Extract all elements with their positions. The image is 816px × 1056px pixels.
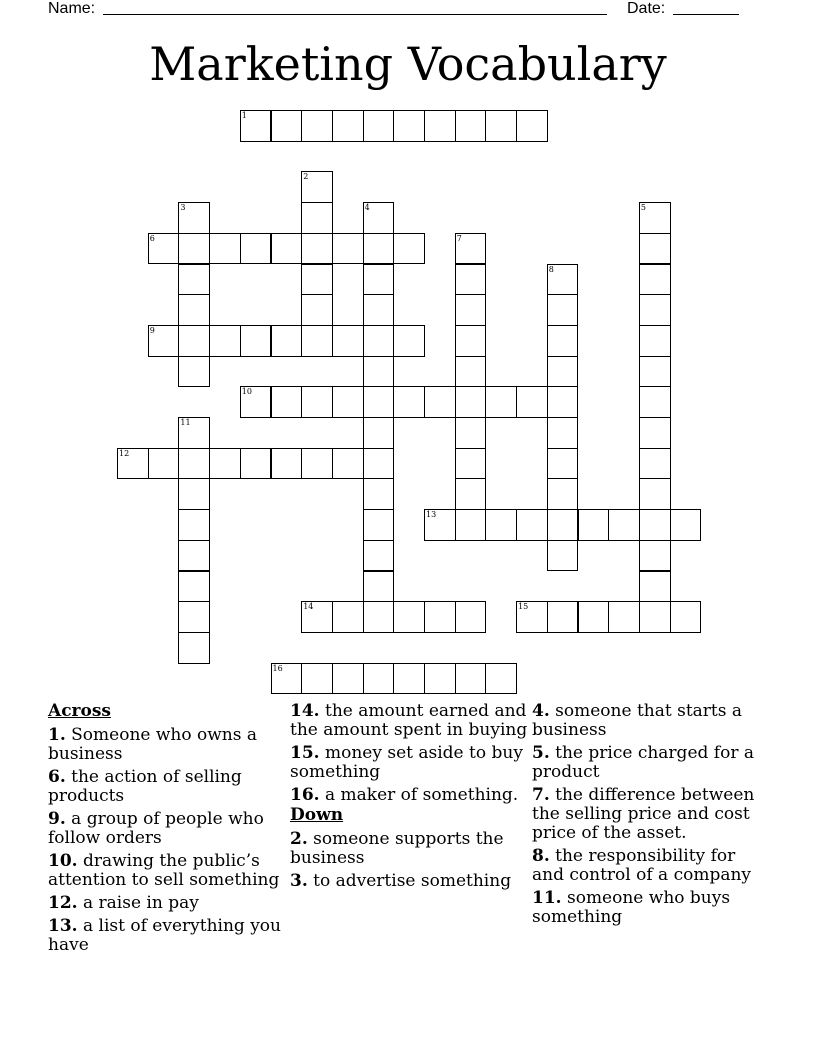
grid-cell[interactable]: [301, 171, 333, 203]
clue-number: 15.: [290, 743, 320, 763]
clue-item: [532, 786, 772, 843]
clue-text: the amount earned and the amount spent in buying: [290, 701, 528, 740]
grid-cell[interactable]: [516, 509, 548, 541]
clue-item: [532, 702, 772, 740]
clue-item: [532, 889, 772, 927]
clue-item: [48, 726, 288, 764]
header: [48, 0, 748, 20]
grid-cell[interactable]: [363, 509, 395, 541]
clue-item: [290, 830, 530, 868]
grid-cell[interactable]: [363, 448, 395, 480]
grid-cell[interactable]: [240, 386, 272, 418]
grid-cell[interactable]: [455, 601, 487, 633]
grid-cell[interactable]: [240, 325, 272, 357]
grid-cell[interactable]: [455, 509, 487, 541]
grid-cell[interactable]: [332, 663, 364, 695]
clue-number-label: 2: [303, 172, 309, 182]
grid-cell[interactable]: [393, 601, 425, 633]
clue-number-label: 10: [241, 387, 252, 397]
clue-item: [48, 852, 288, 890]
grid-cell[interactable]: [301, 110, 333, 142]
grid-cell[interactable]: [271, 325, 303, 357]
clue-number: 12.: [48, 893, 78, 913]
clue-number: 1.: [48, 725, 66, 745]
grid-cell[interactable]: [117, 448, 149, 480]
grid-cell[interactable]: [639, 601, 671, 633]
clue-number-label: 9: [149, 325, 155, 335]
across-heading: Across: [48, 701, 111, 721]
grid-cell[interactable]: [363, 294, 395, 326]
grid-cell[interactable]: [271, 233, 303, 265]
clue-text: drawing the public’s attention to sell something: [48, 851, 280, 890]
clue-number-label: 5: [640, 203, 646, 213]
grid-cell[interactable]: [209, 448, 241, 480]
clue-number: 8.: [532, 846, 550, 866]
grid-cell[interactable]: [178, 509, 210, 541]
clue-text: Someone who owns a business: [48, 725, 257, 764]
clue-item: [48, 810, 288, 848]
clue-item: [48, 894, 288, 913]
grid-cell[interactable]: [209, 325, 241, 357]
grid-cell[interactable]: [547, 386, 579, 418]
grid-cell[interactable]: [363, 325, 395, 357]
clues-column-1: [48, 702, 288, 959]
grid-cell[interactable]: [363, 110, 395, 142]
grid-cell[interactable]: [271, 110, 303, 142]
clue-text: the responsibility for and control of a company: [532, 846, 752, 885]
grid-cell[interactable]: [455, 110, 487, 142]
grid-cell[interactable]: [455, 294, 487, 326]
clue-number: 11.: [532, 888, 562, 908]
grid-cell[interactable]: [393, 325, 425, 357]
grid-cell[interactable]: [363, 601, 395, 633]
clue-number: 6.: [48, 767, 66, 787]
grid-cell[interactable]: [639, 294, 671, 326]
grid-cell[interactable]: [178, 571, 210, 603]
clue-text: to advertise something: [307, 871, 512, 891]
grid-cell[interactable]: [670, 509, 702, 541]
grid-cell[interactable]: [240, 448, 272, 480]
clue-text: someone who buys something: [532, 888, 731, 927]
grid-cell[interactable]: [424, 110, 456, 142]
grid-cell[interactable]: [178, 233, 210, 265]
grid-cell[interactable]: [639, 478, 671, 510]
grid-cell[interactable]: [547, 448, 579, 480]
grid-cell[interactable]: [639, 509, 671, 541]
clue-text: the price charged for a product: [532, 743, 754, 782]
grid-cell[interactable]: [301, 601, 333, 633]
grid-cell[interactable]: [393, 233, 425, 265]
grid-cell[interactable]: [516, 601, 548, 633]
clue-number-label: 11: [180, 418, 191, 427]
grid-cell[interactable]: [547, 509, 579, 541]
grid-cell[interactable]: [209, 233, 241, 265]
grid-cell[interactable]: [148, 448, 180, 480]
grid-cell[interactable]: [301, 233, 333, 265]
grid-cell[interactable]: [178, 325, 210, 357]
clue-item: [290, 702, 530, 740]
clue-number: 10.: [48, 851, 78, 871]
grid-cell[interactable]: [148, 233, 180, 265]
clue-item: [48, 768, 288, 806]
grid-cell[interactable]: [547, 478, 579, 510]
grid-cell[interactable]: [639, 417, 671, 449]
grid-cell[interactable]: [178, 540, 210, 572]
grid-cell[interactable]: [332, 110, 364, 142]
grid-cell[interactable]: [363, 233, 395, 265]
grid-cell[interactable]: [485, 509, 517, 541]
grid-cell[interactable]: [455, 356, 487, 388]
grid-cell[interactable]: [485, 386, 517, 418]
clue-number: 16.: [290, 785, 320, 805]
grid-cell[interactable]: [578, 601, 610, 633]
date-label: Date:: [627, 0, 666, 17]
grid-cell[interactable]: [547, 325, 579, 357]
grid-cell[interactable]: [363, 478, 395, 510]
grid-cell[interactable]: [178, 264, 210, 296]
grid-cell[interactable]: [271, 448, 303, 480]
grid-cell[interactable]: [393, 386, 425, 418]
grid-cell[interactable]: [332, 386, 364, 418]
clue-number: 7.: [532, 785, 550, 805]
grid-cell[interactable]: [332, 448, 364, 480]
clue-item: [48, 917, 288, 955]
clue-item: [532, 847, 772, 885]
grid-cell[interactable]: [332, 233, 364, 265]
grid-cell[interactable]: [363, 264, 395, 296]
grid-cell[interactable]: [301, 325, 333, 357]
clue-item: [290, 744, 530, 782]
grid-cell[interactable]: [240, 110, 272, 142]
clue-item: [290, 786, 530, 805]
clue-number: 9.: [48, 809, 66, 829]
grid-cell[interactable]: [455, 233, 487, 265]
grid-cell[interactable]: [301, 202, 333, 234]
clue-number-label: 16: [272, 663, 283, 673]
grid-cell[interactable]: [639, 325, 671, 357]
clue-number-label: 7: [456, 233, 462, 243]
clue-number: 3.: [290, 871, 308, 891]
grid-cell[interactable]: [393, 663, 425, 695]
clue-number-label: 1: [241, 111, 247, 120]
grid-cell[interactable]: [516, 386, 548, 418]
grid-cell[interactable]: [424, 601, 456, 633]
grid-cell[interactable]: [178, 417, 210, 449]
grid-cell[interactable]: [455, 417, 487, 449]
grid-cell[interactable]: [516, 110, 548, 142]
grid-cell[interactable]: [455, 448, 487, 480]
clue-number-label: 15: [518, 602, 529, 612]
grid-cell[interactable]: [301, 386, 333, 418]
grid-cell[interactable]: [363, 202, 395, 234]
grid-cell[interactable]: [639, 356, 671, 388]
grid-cell[interactable]: [178, 601, 210, 633]
grid-cell[interactable]: [178, 202, 210, 234]
grid-cell[interactable]: [639, 202, 671, 234]
grid-cell[interactable]: [301, 294, 333, 326]
grid-cell[interactable]: [639, 233, 671, 265]
clue-number: 5.: [532, 743, 550, 763]
grid-cell[interactable]: [178, 632, 210, 664]
grid-cell[interactable]: [363, 571, 395, 603]
grid-cell[interactable]: [455, 478, 487, 510]
clue-text: a maker of something.: [319, 785, 519, 805]
grid-cell[interactable]: [455, 386, 487, 418]
clues-column-3: [532, 702, 772, 931]
clue-number-label: 6: [149, 233, 155, 243]
grid-cell[interactable]: [301, 264, 333, 296]
grid-cell[interactable]: [547, 356, 579, 388]
clue-number-label: 3: [180, 203, 186, 213]
grid-cell[interactable]: [424, 663, 456, 695]
clue-number: 13.: [48, 916, 78, 936]
grid-cell[interactable]: [547, 601, 579, 633]
grid-cell[interactable]: [639, 540, 671, 572]
grid-cell[interactable]: [485, 663, 517, 695]
name-label: Name:: [48, 0, 96, 17]
grid-cell[interactable]: [178, 478, 210, 510]
clue-number: 2.: [290, 829, 308, 849]
grid-cell[interactable]: [178, 294, 210, 326]
grid-cell[interactable]: [608, 601, 640, 633]
name-field[interactable]: [103, 14, 607, 15]
clue-number-label: 12: [119, 448, 130, 458]
grid-cell[interactable]: [639, 571, 671, 603]
grid-cell[interactable]: [271, 663, 303, 695]
grid-cell[interactable]: [485, 110, 517, 142]
clue-text: money set aside to buy something: [290, 743, 523, 782]
date-field[interactable]: [673, 14, 739, 15]
grid-cell[interactable]: [578, 509, 610, 541]
grid-cell[interactable]: [547, 417, 579, 449]
clue-text: the difference between the selling price and cost price of the asset.: [532, 785, 755, 843]
grid-cell[interactable]: [240, 233, 272, 265]
clues-column-2: [290, 702, 530, 895]
grid-cell[interactable]: [393, 110, 425, 142]
grid-cell[interactable]: [639, 448, 671, 480]
grid-cell[interactable]: [608, 509, 640, 541]
clue-number-label: 4: [364, 203, 370, 213]
grid-cell[interactable]: [424, 509, 456, 541]
grid-cell[interactable]: [547, 264, 579, 296]
grid-cell[interactable]: [639, 264, 671, 296]
grid-cell[interactable]: [547, 540, 579, 572]
grid-cell[interactable]: [271, 386, 303, 418]
grid-cell[interactable]: [639, 386, 671, 418]
grid-cell[interactable]: [670, 601, 702, 633]
grid-cell[interactable]: [148, 325, 180, 357]
clue-text: a raise in pay: [77, 893, 199, 913]
page-title: Marketing Vocabulary: [149, 37, 667, 91]
grid-cell[interactable]: [332, 601, 364, 633]
grid-cell[interactable]: [178, 356, 210, 388]
clue-text: a list of everything you have: [48, 916, 281, 955]
grid-cell[interactable]: [332, 325, 364, 357]
grid-cell[interactable]: [363, 540, 395, 572]
clue-number: 14.: [290, 701, 320, 721]
grid-cell[interactable]: [455, 663, 487, 695]
clue-number-label: 13: [426, 510, 437, 520]
grid-cell[interactable]: [424, 386, 456, 418]
grid-cell[interactable]: [301, 448, 333, 480]
clue-text: a group of people who follow orders: [48, 809, 264, 848]
grid-cell[interactable]: [455, 264, 487, 296]
clue-item: [532, 744, 772, 782]
clue-number-label: 14: [303, 602, 314, 612]
clue-text: someone that starts a business: [532, 701, 743, 740]
clue-text: someone supports the business: [290, 829, 504, 868]
grid-cell[interactable]: [363, 356, 395, 388]
grid-cell[interactable]: [363, 663, 395, 695]
clue-item: [290, 872, 530, 891]
grid-cell[interactable]: [363, 386, 395, 418]
grid-cell[interactable]: [363, 417, 395, 449]
down-heading: Down: [290, 805, 344, 825]
grid-cell[interactable]: [178, 448, 210, 480]
grid-cell[interactable]: [455, 325, 487, 357]
clue-number-label: 8: [548, 264, 554, 274]
clue-text: the action of selling products: [48, 767, 242, 806]
grid-cell[interactable]: [301, 663, 333, 695]
grid-cell[interactable]: [547, 294, 579, 326]
clue-number: 4.: [532, 701, 550, 721]
